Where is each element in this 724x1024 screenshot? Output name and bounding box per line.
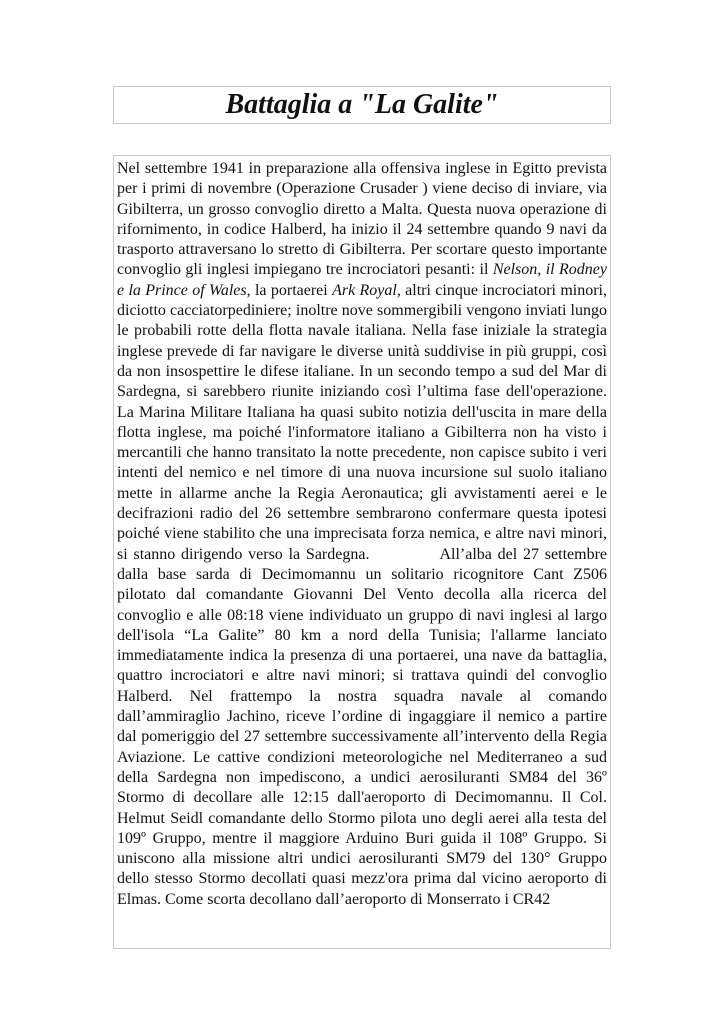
body-text-box [113, 155, 611, 949]
body-paragraph [117, 159, 607, 910]
body-text-segment: All’alba del 27 settembre dalla base sarda di Decimomannu un solitario ricognitore Cant Z506 pilotato dal comandante Giovanni Del Vento decolla alla ricerca del convoglio e alle 08:18 viene individuato un gruppo di navi inglesi al largo dell'isola “La Galite” 80 km a nord della Tunisia; l'allarme lanciato immediatamente indica la presenza di una portaerei, una nave da battaglia, quattro incrociatori e altre navi minori; si trattava quindi del convoglio Halberd. Nel frattempo la nostra squadra navale al comando dall’ammiraglio Jachino, riceve l’ordine di ingaggiare il nemico a partire dal pomeriggio del 27 settembre successivamente all’intervento della Regia Aviazione. Le cattive condizioni meteorologiche nel Mediterraneo a sud della Sardegna non impediscono, a undici aerosiluranti SM84 del 36º Stormo di decollare alle 12:15 dall'aeroporto di Decimomannu. Il Col. Helmut Seidl comandante dello Stormo pilota uno degli aerei alla testa del 109º Gruppo, mentre il maggiore Arduino Buri guida il 108º Gruppo. Si uniscono alla missione altri undici aerosiluranti SM79 del 130° Gruppo dello stesso Stormo decollati quasi mezz'ora prima dal vicino aeroporto di Elmas. Come scorta decollano dall’aeroporto di Monserrato i CR42 [117, 545, 608, 908]
title-box [113, 86, 611, 124]
body-text-italic-ships: Nelson, il Rodney e la Prince of Wales [117, 261, 608, 299]
page-title: Battaglia a "La Galite" [225, 89, 499, 120]
body-text-italic-carrier: Ark Royal [332, 281, 397, 299]
body-text-segment: , altri cinque incrociatori minori, diciotto cacciatorpediniere; inoltre nove sommergibili vengono inviati lungo le probabili rotte della flotta navale italiana. Nella fase iniziale la strategia inglese prevede di far navigare le diverse unità suddivise in più gruppi, così da non insospettire le difese italiane. In un secondo tempo a sud del Mar di Sardegna, si sarebbero riunite iniziando così l’ultima fase dell'operazione. La Marina Militare Italiana ha quasi subito notizia dell'uscita in mare della flotta inglese, ma poiché l'informatore italiano a Gibilterra non ha visto i mercantili che hanno transitato la notte precedente, non capisce subito i veri intenti del nemico e nel timore di una nuova incursione sul suolo italiano mette in allarme anche la Regia Aeronautica; gli avvistamenti aerei e le decifrazioni radio del 26 settembre sembrarono confermare questa ipotesi poiché viene stabilito che una imprecisata forza nemica, e altre navi minori, si stanno dirigendo verso la Sardegna. [117, 281, 608, 563]
body-text-segment: Nel settembre 1941 in preparazione alla offensiva inglese in Egitto prevista per i primi di novembre (Operazione Crusader ) viene deciso di inviare, via Gibilterra, un grosso convoglio diretto a Malta. Questa nuova operazione di rifornimento, in codice Halberd, ha inizio il 24 settembre quando 9 navi da trasporto attraversano lo stretto di Gibilterra. Per scortare questo importante convoglio gli inglesi impiegano tre incrociatori pesanti: il [117, 160, 607, 279]
body-text-segment: , la portaerei [246, 281, 333, 299]
